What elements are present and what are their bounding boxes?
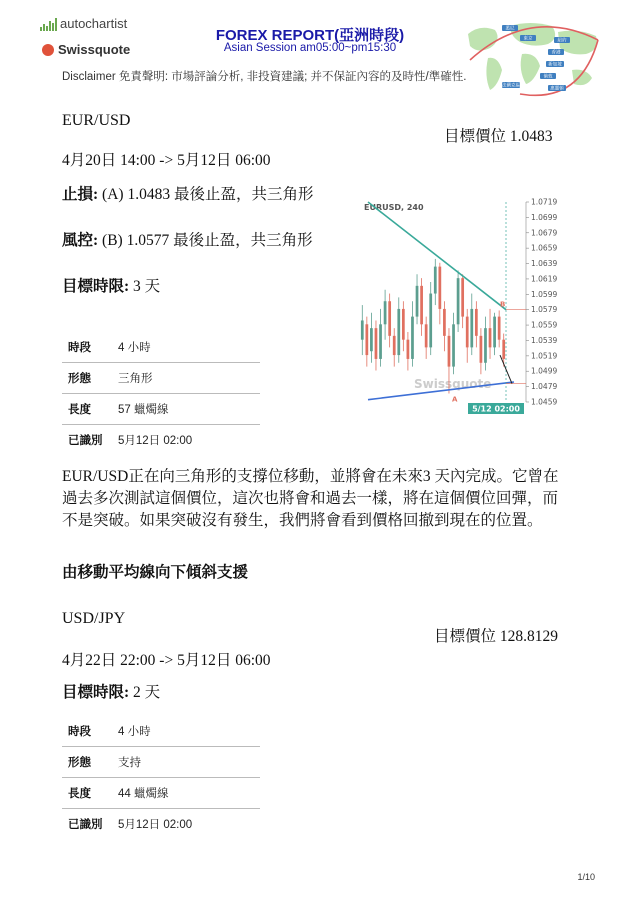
map-label: 紐約 bbox=[557, 38, 567, 44]
candle-body bbox=[425, 324, 428, 347]
map-label: 惠靈頓 bbox=[550, 86, 564, 92]
y-tick-label: 1.0479 bbox=[531, 382, 558, 392]
marker-b: B bbox=[500, 300, 506, 309]
disclaimer: Disclaimer 免責聲明: 市場評論分析, 非投資建議; 并不保証內容的及時性/準確性. bbox=[62, 71, 467, 83]
map-label: 東京 bbox=[523, 36, 533, 42]
candle-body bbox=[402, 309, 405, 340]
candle-body bbox=[365, 324, 368, 355]
brand-autochartist: autochartist bbox=[60, 16, 128, 31]
map-label: 悉尼 bbox=[505, 26, 515, 32]
eurusd-target-price: 目標價位 1.0483 bbox=[444, 128, 553, 145]
candle-body bbox=[466, 317, 469, 348]
world-map-graphic bbox=[460, 14, 606, 100]
candle-body bbox=[397, 309, 400, 355]
candle-body bbox=[470, 309, 473, 347]
row-key: 長度 bbox=[62, 394, 112, 425]
eurusd-risk-control bbox=[62, 230, 330, 252]
report-title: FOREX REPORT(亞洲時段) bbox=[215, 27, 405, 44]
row-key: 時段 bbox=[62, 716, 112, 747]
candle-body bbox=[475, 309, 478, 336]
candle-body bbox=[461, 278, 464, 316]
usdjpy-time-limit bbox=[62, 682, 160, 704]
row-value: 三角形 bbox=[112, 363, 260, 394]
row-value: 支持 bbox=[112, 747, 260, 778]
autochartist-logo bbox=[40, 16, 127, 31]
candle-body bbox=[370, 328, 373, 351]
row-key: 已識別 bbox=[68, 435, 103, 447]
map-label: 新加坡 bbox=[548, 62, 562, 68]
y-tick-label: 1.0639 bbox=[531, 259, 558, 269]
candle-body bbox=[411, 317, 414, 359]
table-row bbox=[62, 747, 260, 778]
candle-body bbox=[443, 309, 446, 336]
candle-body bbox=[448, 336, 451, 367]
row-value: 57 蠟燭線 bbox=[112, 394, 260, 425]
risk-label: 風控: bbox=[62, 232, 99, 249]
row-key: 長度 bbox=[62, 778, 112, 809]
candle-body bbox=[407, 340, 410, 359]
date-flag-label: 5/12 02:00 bbox=[472, 404, 520, 414]
candle-body bbox=[379, 324, 382, 359]
candle-body bbox=[457, 278, 460, 324]
time-text: 3 天 bbox=[129, 278, 161, 295]
y-tick-label: 1.0619 bbox=[531, 274, 558, 284]
candle-body bbox=[420, 286, 423, 324]
eurusd-info-table bbox=[62, 332, 260, 455]
eurusd-time-limit bbox=[62, 276, 160, 298]
table-row bbox=[62, 332, 260, 363]
candle-body bbox=[498, 317, 501, 340]
risk-text: (B) 1.0577 最後止盈，共三角形 bbox=[98, 232, 313, 249]
table-row bbox=[62, 394, 260, 425]
stop-text: (A) 1.0483 最後止盈，共三角形 bbox=[98, 186, 314, 203]
swissquote-logo bbox=[42, 42, 130, 57]
session-subtitle: Asian Session am05:00~pm15:30 bbox=[223, 42, 397, 54]
row-value: 5月12日 02:00 bbox=[118, 819, 193, 831]
marker-a: A bbox=[452, 395, 458, 404]
bar-chart-icon bbox=[40, 17, 57, 31]
table-row bbox=[62, 425, 260, 456]
table-row bbox=[62, 809, 260, 840]
y-tick-label: 1.0519 bbox=[531, 351, 558, 361]
row-value: 4 小時 bbox=[112, 716, 260, 747]
table-row bbox=[62, 716, 260, 747]
chart-watermark: Swissquote bbox=[414, 377, 492, 391]
candle-body bbox=[375, 328, 378, 359]
stop-label: 止損: bbox=[62, 186, 99, 203]
candle-body bbox=[393, 336, 396, 355]
y-tick-label: 1.0599 bbox=[531, 289, 558, 299]
candle-body bbox=[361, 320, 364, 339]
y-tick-label: 1.0499 bbox=[531, 366, 558, 376]
candle-body bbox=[388, 301, 391, 336]
y-tick-label: 1.0719 bbox=[531, 197, 558, 207]
swissquote-icon bbox=[42, 44, 54, 56]
usdjpy-date-range: 4月22日 22:00 -> 5月12日 06:00 bbox=[62, 652, 271, 669]
table-row bbox=[62, 778, 260, 809]
candle-body bbox=[484, 328, 487, 363]
page-number: 1/10 bbox=[577, 872, 595, 882]
candle-body bbox=[416, 286, 419, 317]
eurusd-stop-loss bbox=[62, 184, 330, 206]
candle-body bbox=[502, 340, 505, 359]
map-label: 香港 bbox=[551, 50, 561, 56]
candle-body bbox=[489, 328, 492, 347]
resistance-line bbox=[368, 202, 506, 310]
usdjpy-target-price: 目標價位 128.8129 bbox=[434, 628, 559, 645]
y-tick-label: 1.0659 bbox=[531, 243, 558, 253]
table-row bbox=[62, 363, 260, 394]
row-key: 形態 bbox=[62, 747, 112, 778]
map-label: 法蘭克福 bbox=[502, 83, 520, 89]
candle-body bbox=[480, 336, 483, 363]
eurusd-triangle-chart bbox=[356, 194, 588, 414]
candle-body bbox=[429, 294, 432, 348]
y-tick-label: 1.0579 bbox=[531, 305, 558, 315]
row-key: 形態 bbox=[62, 363, 112, 394]
row-value: 44 蠟燭線 bbox=[112, 778, 260, 809]
brand-swissquote: Swissquote bbox=[58, 42, 131, 57]
eurusd-date-range: 4月20日 14:00 -> 5月12日 06:00 bbox=[62, 152, 271, 169]
y-tick-label: 1.0459 bbox=[531, 397, 558, 407]
row-value: 5月12日 02:00 bbox=[118, 435, 193, 447]
eurusd-analysis: EUR/USD正在向三角形的支撐位移動，並將會在未來3 天內完成。它曾在過去多次測試這個價位，這次也將會和過去一樣，將在這個價位回彈，而不是突破。如果突破沒有發生，我們將會看到價格回撤到現在的位置。 bbox=[62, 468, 559, 529]
usdjpy-pair-title: USD/JPY bbox=[62, 610, 126, 627]
time-label: 目標時限: bbox=[62, 278, 130, 295]
row-key: 時段 bbox=[62, 332, 112, 363]
eurusd-pair-title: EUR/USD bbox=[62, 112, 131, 129]
time-text: 2 天 bbox=[129, 684, 161, 701]
y-tick-label: 1.0559 bbox=[531, 320, 558, 330]
y-tick-label: 1.0539 bbox=[531, 335, 558, 345]
map-label: 倫敦 bbox=[543, 74, 553, 80]
candle-body bbox=[452, 324, 455, 366]
candle-body bbox=[493, 317, 496, 348]
row-value: 4 小時 bbox=[112, 332, 260, 363]
time-label: 目標時限: bbox=[62, 684, 130, 701]
y-tick-label: 1.0679 bbox=[531, 228, 558, 238]
y-tick-label: 1.0699 bbox=[531, 212, 558, 222]
usdjpy-info-table bbox=[62, 716, 260, 839]
candle-body bbox=[434, 267, 437, 294]
candle-body bbox=[384, 301, 387, 324]
row-key: 已識別 bbox=[68, 819, 103, 831]
eurusd-support-note: 由移動平均線向下傾斜支援 bbox=[62, 564, 249, 581]
candle-body bbox=[438, 267, 441, 309]
chart-title: EURUSD, 240 bbox=[364, 203, 424, 212]
